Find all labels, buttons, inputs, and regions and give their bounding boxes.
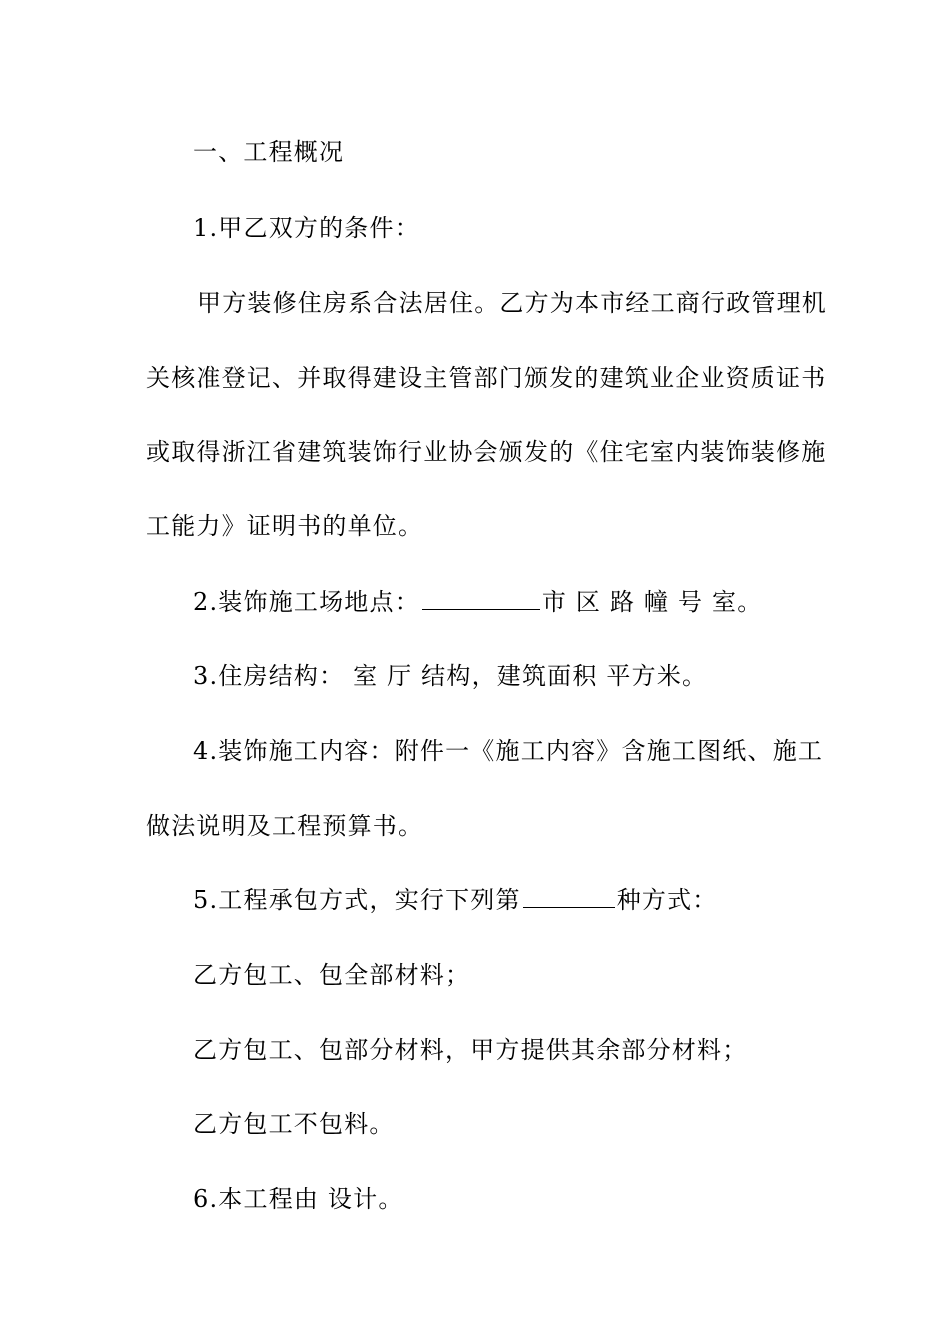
item-4-line-1: 4.装饰施工内容：附件一《施工内容》含施工图纸、施工 <box>193 737 824 765</box>
item-1-title: 1.甲乙双方的条件： <box>193 214 420 242</box>
item-1-body-line-1: 甲方装修住房系合法居住。乙方为本市经工商行政管理机 <box>197 289 827 317</box>
item-5-contract-method <box>193 885 718 915</box>
item-1-body-line-2: 关核准登记、并取得建设主管部门颁发的建筑业企业资质证书 <box>146 364 827 392</box>
item-5-option-2: 乙方包工、包部分材料，甲方提供其余部分材料； <box>193 1036 748 1064</box>
item-5-suffix: 种方式： <box>616 886 718 914</box>
item-5-option-3: 乙方包工不包料。 <box>193 1110 395 1138</box>
item-2-suffix: 市 区 路 幢 号 室。 <box>541 588 763 616</box>
item-6-design: 6.本工程由 设计。 <box>193 1185 404 1213</box>
item-5-blank <box>523 885 615 908</box>
item-1-body-line-4: 工能力》证明书的单位。 <box>146 512 424 540</box>
item-5-prefix: 5.工程承包方式，实行下列第 <box>193 886 521 914</box>
item-3-structure: 3.住房结构： 室 厅 结构，建筑面积 平方米。 <box>193 662 708 690</box>
item-2-site-location <box>193 587 762 617</box>
item-1-body-line-3: 或取得浙江省建筑装饰行业协会颁发的《住宅室内装饰装修施 <box>146 438 827 466</box>
item-2-label: 2.装饰施工场地点： <box>193 588 420 616</box>
item-2-blank <box>422 587 540 610</box>
section-heading: 一、工程概况 <box>193 138 345 166</box>
item-5-option-1: 乙方包工、包全部材料； <box>193 961 471 989</box>
item-4-line-2: 做法说明及工程预算书。 <box>146 812 424 840</box>
